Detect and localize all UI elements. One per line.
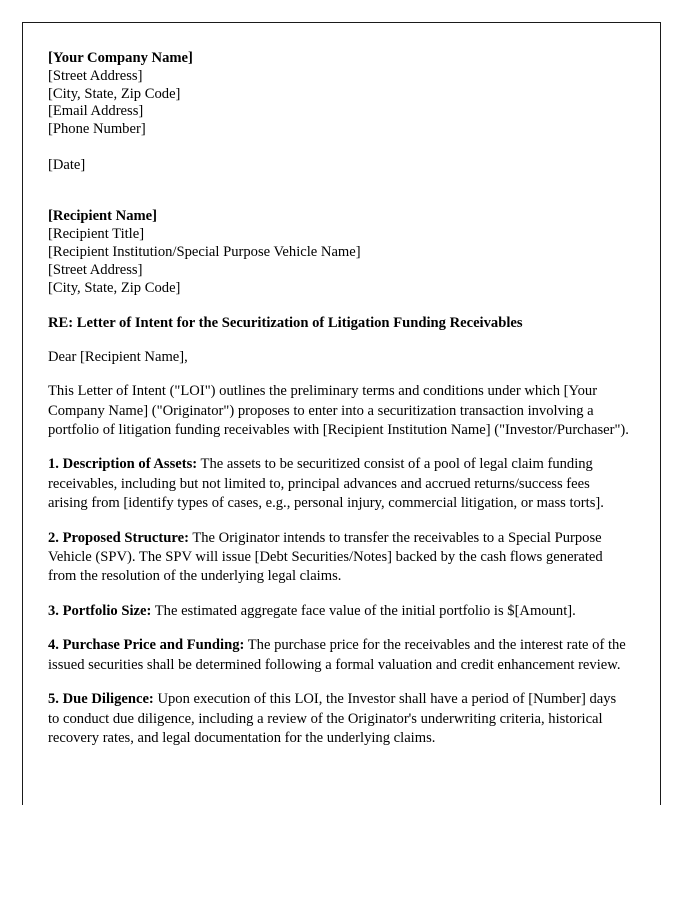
section-body: The estimated aggregate face value of the initial portfolio is $[Amount].: [151, 602, 576, 619]
section-body: The assets to be securitized consist of a pool of legal claim funding receivables, including but not limited to, principal advances and accrued returns/success fees arising from [identify types of cases, e.g., personal injury, commercial litigation, or mass torts].: [48, 456, 604, 511]
subject-line: RE: Letter of Intent for the Securitization of Litigation Funding Receivables: [48, 315, 523, 332]
section-body: Upon execution of this LOI, the Investor shall have a period of [Number] days to conduct due diligence, including a review of the Originator's underwriting criteria, historical recovery rates, and legal documentation for the underlying claims.: [48, 691, 617, 746]
section-paragraph: [48, 636, 631, 674]
section-heading: 1. Description of Assets:: [48, 456, 198, 473]
section-body: The Originator intends to transfer the receivables to a Special Purpose Vehicle (SPV). The SPV will issue [Debt Securities/Notes] backed by the cash flows generated from the resolution of the underlying legal claims.: [48, 529, 603, 584]
spacer: [48, 297, 631, 314]
spacer: [48, 675, 631, 691]
spacer: [48, 175, 631, 193]
salutation: Dear [Recipient Name],: [48, 349, 188, 366]
sender-line: [Phone Number]: [48, 121, 146, 138]
intro-paragraph: This Letter of Intent ("LOI") outlines the preliminary terms and conditions under which [Your Company Name] ("Originator") proposes to enter into a securitization transaction involving a portfolio of litigation funding receivables with [Recipient Institution Name] ("Investor/Purchaser").: [48, 383, 629, 438]
spacer: [48, 332, 631, 348]
section-body: The purchase price for the receivables and the interest rate of the issued securities shall be determined following a formal valuation and credit enhancement review.: [48, 637, 626, 673]
document-body: [48, 50, 631, 748]
sender-line: [Your Company Name]: [48, 50, 193, 66]
spacer: [48, 139, 631, 157]
section-paragraph: [48, 602, 631, 621]
sender-line: [Email Address]: [48, 103, 144, 120]
recipient-line: [Street Address]: [48, 261, 143, 278]
spacer: [48, 366, 631, 382]
spacer: [48, 586, 631, 602]
recipient-address-block: [48, 208, 631, 297]
recipient-line: [Recipient Institution/Special Purpose Vehicle Name]: [48, 243, 361, 260]
sender-line: [City, State, Zip Code]: [48, 85, 181, 102]
recipient-line: [Recipient Name]: [48, 208, 158, 225]
section-paragraph: [48, 455, 631, 513]
date-line: [Date]: [48, 156, 86, 173]
sender-address-block: [48, 50, 631, 139]
spacer: [48, 440, 631, 456]
section-heading: 2. Proposed Structure:: [48, 529, 189, 546]
section-paragraph: [48, 529, 631, 587]
spacer: [48, 192, 631, 208]
recipient-line: [City, State, Zip Code]: [48, 279, 181, 296]
document-page: [22, 22, 661, 805]
spacer: [48, 513, 631, 529]
section-heading: 4. Purchase Price and Funding:: [48, 637, 245, 654]
section-heading: 3. Portfolio Size:: [48, 602, 152, 619]
spacer: [48, 621, 631, 637]
sender-line: [Street Address]: [48, 67, 143, 84]
section-paragraph: [48, 690, 631, 748]
recipient-line: [Recipient Title]: [48, 226, 145, 243]
section-heading: 5. Due Diligence:: [48, 691, 154, 708]
